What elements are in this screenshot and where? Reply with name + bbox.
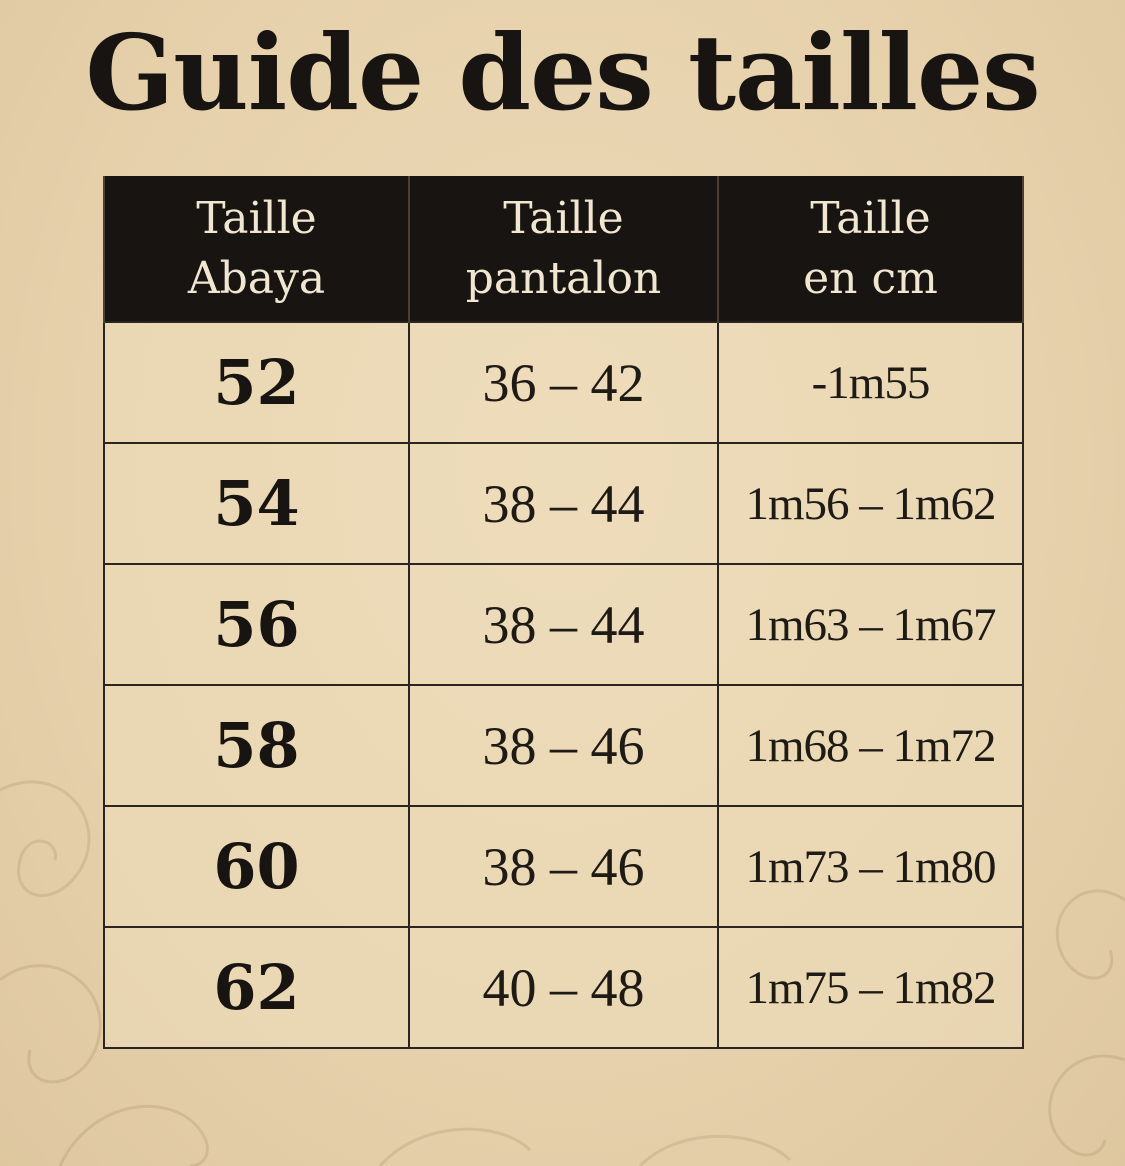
- height-range-cell: 1m56 – 1m62: [718, 443, 1023, 564]
- height-range-cell: -1m55: [718, 322, 1023, 443]
- header-pants-size: [409, 176, 718, 322]
- table-header: [104, 176, 1023, 322]
- header-line: pantalon: [465, 252, 662, 304]
- abaya-size-cell: 58: [104, 685, 409, 806]
- height-range-cell: 1m68 – 1m72: [718, 685, 1023, 806]
- height-range-cell: 1m63 – 1m67: [718, 564, 1023, 685]
- header-line: Taille: [810, 192, 931, 244]
- page-title: Guide des tailles: [85, 11, 1040, 134]
- table-row: [104, 927, 1023, 1048]
- header-line: Taille: [196, 192, 317, 244]
- table-row: [104, 443, 1023, 564]
- table-body: [104, 322, 1023, 1048]
- header-height-cm: [718, 176, 1023, 322]
- abaya-size-cell: 56: [104, 564, 409, 685]
- table-row: [104, 806, 1023, 927]
- pants-size-cell: 38 – 44: [409, 443, 718, 564]
- pants-size-cell: 38 – 44: [409, 564, 718, 685]
- abaya-size-cell: 62: [104, 927, 409, 1048]
- header-row: [104, 176, 1023, 322]
- abaya-size-cell: 60: [104, 806, 409, 927]
- table-row: [104, 322, 1023, 443]
- table-row: [104, 564, 1023, 685]
- abaya-size-cell: 52: [104, 322, 409, 443]
- header-line: Taille: [503, 192, 624, 244]
- pants-size-cell: 36 – 42: [409, 322, 718, 443]
- size-guide-table: [103, 176, 1024, 1049]
- pants-size-cell: 38 – 46: [409, 806, 718, 927]
- table-row: [104, 685, 1023, 806]
- header-line: Abaya: [187, 252, 326, 304]
- height-range-cell: 1m75 – 1m82: [718, 927, 1023, 1048]
- pants-size-cell: 38 – 46: [409, 685, 718, 806]
- height-range-cell: 1m73 – 1m80: [718, 806, 1023, 927]
- header-abaya-size: [104, 176, 409, 322]
- pants-size-cell: 40 – 48: [409, 927, 718, 1048]
- abaya-size-cell: 54: [104, 443, 409, 564]
- header-line: en cm: [803, 252, 938, 304]
